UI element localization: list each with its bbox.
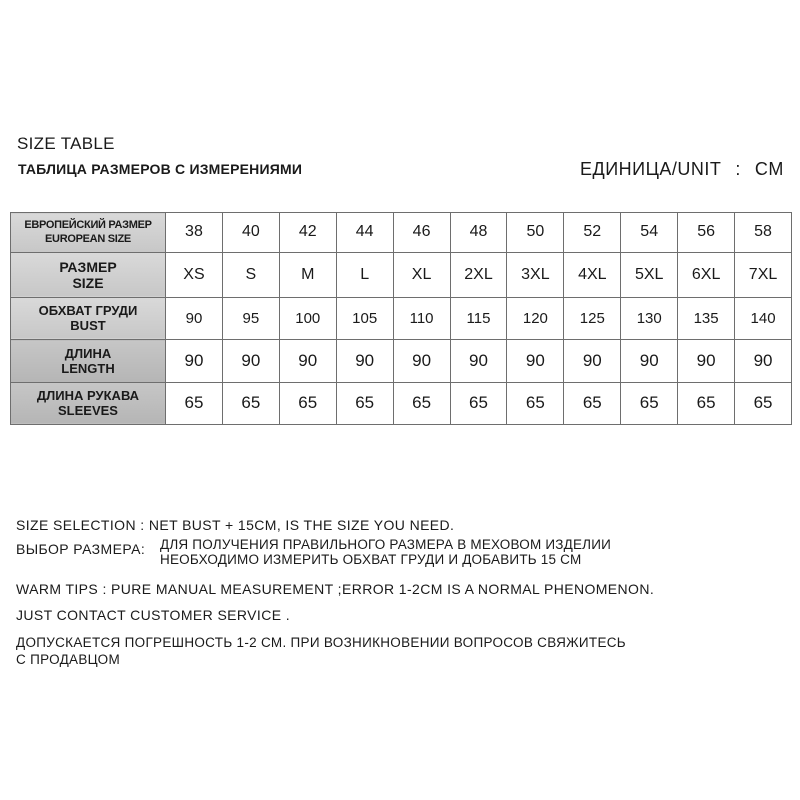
unit-value: CM (754, 159, 784, 179)
table-cell: 42 (279, 213, 336, 253)
row-header-en: SLEEVES (58, 403, 118, 419)
table-cell: 135 (678, 297, 735, 339)
table-cell: 40 (222, 213, 279, 253)
table-cell: 7XL (735, 252, 792, 297)
table-cell: 65 (621, 382, 678, 424)
table-cell: 90 (166, 297, 223, 339)
table-cell: 65 (279, 382, 336, 424)
table-cell: XL (393, 252, 450, 297)
table-row (11, 213, 792, 253)
table-cell: 65 (336, 382, 393, 424)
table-cell: 95 (222, 297, 279, 339)
row-header-ru: ОБХВАТ ГРУДИ (38, 303, 138, 319)
table-cell: 65 (507, 382, 564, 424)
table-cell: 140 (735, 297, 792, 339)
table-cell: 130 (621, 297, 678, 339)
table-cell: 90 (222, 340, 279, 382)
table-cell: 38 (166, 213, 223, 253)
size-selection-ru-body (160, 537, 611, 567)
row-header-ru: ДЛИНА РУКАВА (36, 388, 140, 404)
table-cell: 90 (393, 340, 450, 382)
row-header-en: LENGTH (61, 360, 115, 376)
size-selection-ru-line: НЕОБХОДИМО ИЗМЕРИТЬ ОБХВАТ ГРУДИ И ДОБАВИТЬ 15 СМ (160, 552, 582, 567)
row-header-en: BUST (70, 318, 106, 334)
table-cell: 90 (507, 340, 564, 382)
warm-tips-note: WARM TIPS : PURE MANUAL MEASUREMENT ;ERROR 1-2CM IS A NORMAL PHENOMENON. (16, 581, 655, 597)
table-cell: 90 (336, 340, 393, 382)
row-header-en: SIZE (72, 274, 104, 291)
table-cell: 125 (564, 297, 621, 339)
table-cell: 90 (564, 340, 621, 382)
table-cell: M (279, 252, 336, 297)
table-cell: 54 (621, 213, 678, 253)
row-header-ru: ЕВРОПЕЙСКИЙ РАЗМЕР (24, 219, 152, 232)
row-header (11, 297, 166, 339)
table-cell: 65 (678, 382, 735, 424)
table-cell: XS (166, 252, 223, 297)
page-title: SIZE TABLE (17, 134, 115, 153)
table-cell: 6XL (678, 252, 735, 297)
error-tolerance-ru-line: С ПРОДАВЦОМ (16, 652, 121, 667)
table-cell: 65 (735, 382, 792, 424)
table-cell: 5XL (621, 252, 678, 297)
page-subtitle: ТАБЛИЦА РАЗМЕРОВ С ИЗМЕРЕНИЯМИ (18, 161, 303, 177)
row-header-ru: РАЗМЕР (59, 258, 117, 275)
table-cell: 90 (621, 340, 678, 382)
size-table-body (11, 213, 792, 425)
table-cell: 4XL (564, 252, 621, 297)
row-header (11, 382, 166, 424)
table-cell: 44 (336, 213, 393, 253)
table-cell: 65 (450, 382, 507, 424)
table-cell: 120 (507, 297, 564, 339)
table-cell: 65 (393, 382, 450, 424)
table-cell: L (336, 252, 393, 297)
size-selection-note: SIZE SELECTION : NET BUST + 15CM, IS THE SIZE YOU NEED. (16, 517, 455, 533)
table-row (11, 382, 792, 424)
size-selection-ru-label: ВЫБОР РАЗМЕРА: (16, 541, 146, 557)
table-cell: 90 (450, 340, 507, 382)
error-tolerance-ru-note (16, 634, 626, 668)
contact-note: JUST CONTACT CUSTOMER SERVICE . (16, 607, 291, 623)
table-row (11, 297, 792, 339)
size-table (10, 212, 792, 425)
table-cell: 105 (336, 297, 393, 339)
error-tolerance-ru-line: ДОПУСКАЕТСЯ ПОГРЕШНОСТЬ 1-2 СМ. ПРИ ВОЗНИКНОВЕНИИ ВОПРОСОВ СВЯЖИТЕСЬ (16, 635, 626, 650)
table-cell: 46 (393, 213, 450, 253)
table-row (11, 340, 792, 382)
table-cell: 90 (735, 340, 792, 382)
row-header-ru: ДЛИНА (64, 345, 112, 361)
table-cell: 115 (450, 297, 507, 339)
table-cell: 90 (166, 340, 223, 382)
table-row (11, 252, 792, 297)
row-header (11, 252, 166, 297)
size-selection-ru-line: ДЛЯ ПОЛУЧЕНИЯ ПРАВИЛЬНОГО РАЗМЕРА В МЕХОВОМ ИЗДЕЛИИ (160, 537, 612, 552)
table-cell: 110 (393, 297, 450, 339)
table-cell: 65 (222, 382, 279, 424)
table-cell: 48 (450, 213, 507, 253)
table-cell: 65 (166, 382, 223, 424)
row-header (11, 340, 166, 382)
row-header-en: EUROPEAN SIZE (45, 233, 131, 246)
table-cell: 50 (507, 213, 564, 253)
table-cell: 52 (564, 213, 621, 253)
table-cell: 3XL (507, 252, 564, 297)
table-cell: 65 (564, 382, 621, 424)
table-cell: 56 (678, 213, 735, 253)
table-cell: S (222, 252, 279, 297)
unit-separator: : (735, 159, 741, 179)
table-cell: 100 (279, 297, 336, 339)
unit-indicator (580, 159, 784, 180)
unit-label: ЕДИНИЦА/UNIT (580, 159, 722, 179)
table-cell: 58 (735, 213, 792, 253)
table-cell: 90 (678, 340, 735, 382)
table-cell: 2XL (450, 252, 507, 297)
table-cell: 90 (279, 340, 336, 382)
row-header (11, 213, 166, 253)
